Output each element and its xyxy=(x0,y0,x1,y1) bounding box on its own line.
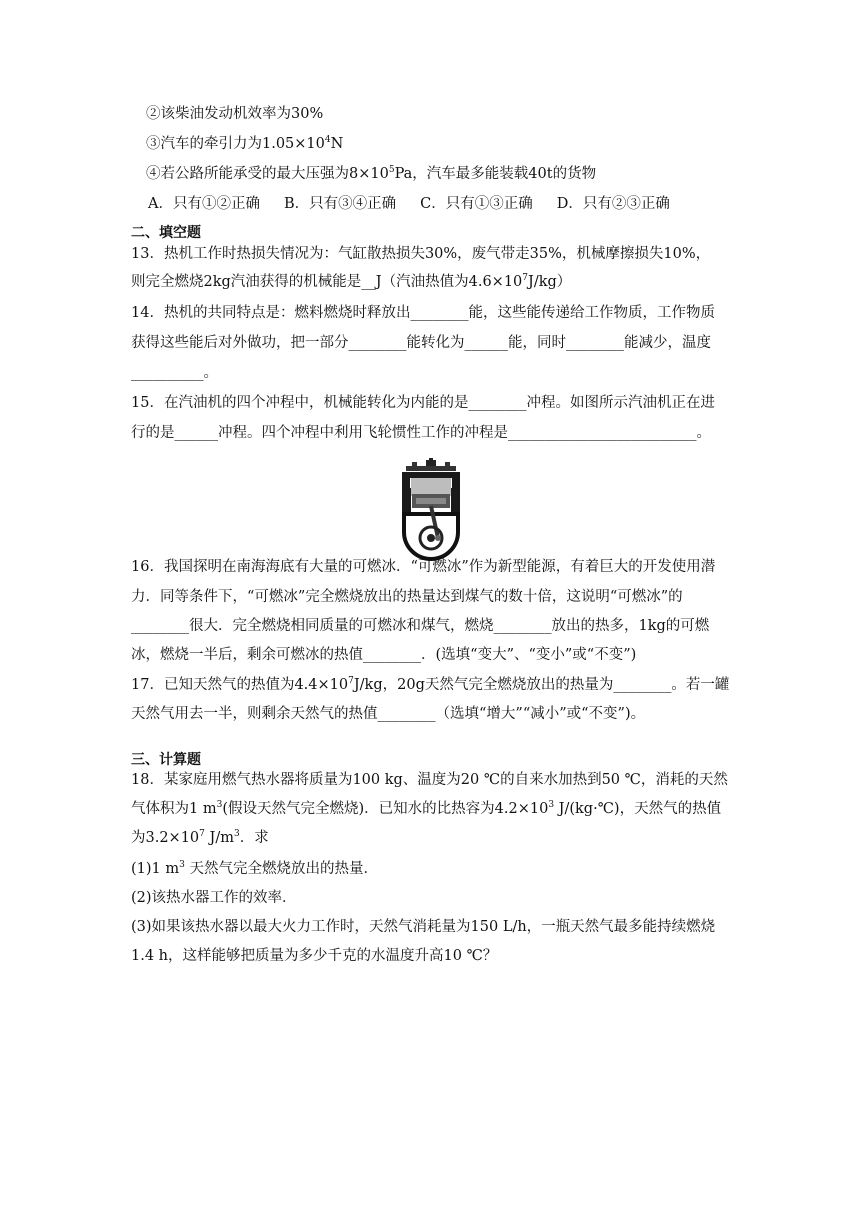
engine-cylinder-figure xyxy=(396,458,466,564)
q15-line-1: 15．在汽油机的四个冲程中，机械能转化为内能的是________冲程。如图所示汽油机正在进 xyxy=(131,395,715,411)
section-2-heading: 二、填空题 xyxy=(131,225,201,241)
q12-statement-2: ②该柴油发动机效率为30% xyxy=(146,106,324,122)
option-a: A．只有①②正确 xyxy=(148,196,260,212)
q18-line-1: 18．某家庭用燃气热水器将质量为100 kg、温度为20 ℃的自来水加热到50 ℃，消耗的天然 xyxy=(131,772,728,788)
q16-line-2: 力．同等条件下，“可燃冰”完全燃烧放出的热量达到煤气的数十倍，这说明“可燃冰”的 xyxy=(131,589,683,605)
q17-line-1: 17．已知天然气的热值为$4.4\times 10^7J/kg$，20g天然气完全燃烧放出的热量为________。若一罐 xyxy=(131,676,730,693)
q16-line-4: 冰，燃烧一半后，剩余可燃冰的热值________．(选填“变大”、“变小”或“不变”) xyxy=(131,647,637,663)
q13-line-2: 则完全燃烧2kg汽油获得的机械能是__J（汽油热值为$4.6\times 10^7J/kg$） xyxy=(131,273,572,290)
q14-line-2: 获得这些能后对外做功，把一部分________能转化为______能，同时________能减少，温度 xyxy=(131,335,711,351)
q18-line-3: 为$3.2\times 10^7$ $J/m^3$．求 xyxy=(131,829,269,846)
q15-line-2: 行的是______冲程。四个冲程中利用飞轮惯性工作的冲程是__________________________。 xyxy=(131,425,711,441)
q14-line-1: 14．热机的共同特点是：燃料燃烧时释放出________能，这些能传递给工作物质，工作物质 xyxy=(131,305,715,321)
q17-line-2: 天然气用去一半，则剩余天然气的热值________（选填“增大”“减小”或“不变”)。 xyxy=(131,706,646,722)
q18-part-2: (2)该热水器工作的效率． xyxy=(131,890,297,906)
option-b: B．只有③④正确 xyxy=(283,196,397,212)
q12-options xyxy=(148,194,670,214)
q12-statement-4: ④若公路所能承受的最大压强为$8\times 10^5Pa$，汽车最多能装载40t的货物 xyxy=(146,165,597,182)
q16-line-1: 16．我国探明在南海海底有大量的可燃冰．“可燃冰”作为新型能源，有着巨大的开发使用潜 xyxy=(131,559,716,575)
q13-line-1: 13．热机工作时热损失情况为：气缸散热损失30%，废气带走35%，机械摩擦损失10%， xyxy=(131,246,711,262)
q12-statement-3: ③汽车的牵引力为$1.05\times 10^4N$ xyxy=(146,135,344,152)
q18-part-3-line-1: (3)如果该热水器以最大火力工作时，天然气消耗量为150 L/h，一瓶天然气最多能持续燃烧 xyxy=(131,919,716,935)
q18-line-2: 气体积为1 $m^3$(假设天然气完全燃烧)．已知水的比热容为$4.2\times 10^3$ J/(kg·℃)，天然气的热值 xyxy=(131,800,722,817)
option-c: C．只有①③正确 xyxy=(420,196,533,212)
q14-line-3: __________。 xyxy=(131,365,218,381)
option-d: D．只有②③正确 xyxy=(556,196,670,212)
section-3-heading: 三、计算题 xyxy=(131,752,201,768)
q18-part-3-line-2: 1.4 h，这样能够把质量为多少千克的水温度升高10 ℃？ xyxy=(131,948,498,964)
q18-part-1: (1)1 $m^3$ 天然气完全燃烧放出的热量． xyxy=(131,860,378,877)
q16-line-3: ________很大．完全燃烧相同质量的可燃冰和煤气，燃烧________放出的热多，1kg的可燃 xyxy=(131,618,710,634)
